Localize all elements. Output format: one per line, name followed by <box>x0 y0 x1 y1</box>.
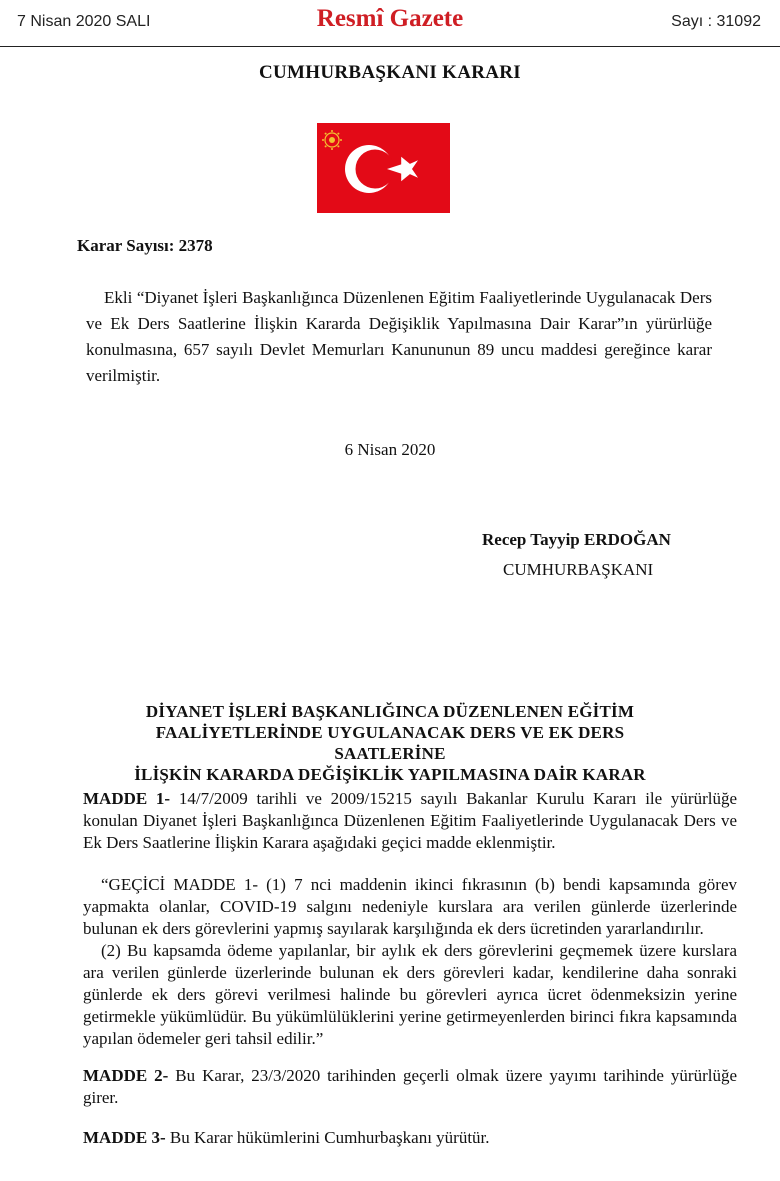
publication-date: 7 Nisan 2020 SALI <box>17 13 151 30</box>
article-2-text: Bu Karar, 23/3/2020 tarihinden geçerli olmak üzere yayımı tarihinde yürürlüğe girer. <box>83 1066 737 1107</box>
article-3 <box>83 1127 737 1149</box>
annex-title-line: FAALİYETLERİNDE UYGULANACAK DERS VE EK DERS SAATLERİNE <box>155 723 625 763</box>
article-2-label: MADDE 2- <box>83 1066 169 1085</box>
decision-date: 6 Nisan 2020 <box>344 440 436 459</box>
article-3-label: MADDE 3- <box>83 1128 166 1147</box>
intro-paragraph <box>86 285 712 389</box>
temporary-article-paragraph-2 <box>83 940 737 1050</box>
signatory-title: CUMHURBAŞKANI <box>503 560 654 579</box>
decision-number: Karar Sayısı: 2378 <box>77 236 213 255</box>
intro-text: Ekli “Diyanet İşleri Başkanlığınca Düzenlenen Eğitim Faaliyetlerinde Uygulanacak Ders ve Ek Ders Saatlerine İlişkin Kararda Değişiklik Yapılmasına Dair Karar”ın yürürlüğe konulmasına, 657 sayılı Devlet Memurları Kanununun 89 uncu maddesi gereğince karar verilmiştir. <box>86 288 712 385</box>
temporary-article-paragraph-1 <box>83 874 737 940</box>
annex-title-line: DİYANET İŞLERİ BAŞKANLIĞINCA DÜZENLENEN EĞİTİM <box>145 702 635 721</box>
temporary-article-text-1: “GEÇİCİ MADDE 1- (1) 7 nci maddenin ikinci fıkrasının (b) bendi kapsamında görev yapmakta olanlar, COVID-19 salgını nedeniyle kurslara ara verilen günlerde üzerlerinde bulunan ek ders görevlerini yapmış sayılarak karşılığında ek ders ücretinden yararlandırılır. <box>83 875 737 938</box>
article-1-text: 14/7/2009 tarihli ve 2009/15215 sayılı Bakanlar Kurulu Kararı ile yürürlüğe konulan Diyanet İşleri Başkanlığınca Düzenlenen Eğitim Faaliyetlerinde Uygulanacak Ders ve Ek Ders Saatlerine İlişkin Karara aşağıdaki geçici madde eklenmiştir. <box>83 789 737 852</box>
gazette-title: Resmî Gazete <box>316 5 464 32</box>
article-1-label: MADDE 1- <box>83 789 171 808</box>
presidential-seal-icon <box>322 130 342 150</box>
turkish-flag-icon <box>317 123 450 213</box>
annex-title-line: İLİŞKİN KARARDA DEĞİŞİKLİK YAPILMASINA DAİR KARAR <box>134 765 646 784</box>
gazette-header <box>0 0 780 47</box>
article-1 <box>83 788 737 854</box>
issue-number: Sayı : 31092 <box>671 13 761 30</box>
signatory-name: Recep Tayyip ERDOĞAN <box>482 530 671 549</box>
temporary-article-text-2: (2) Bu kapsamda ödeme yapılanlar, bir aylık ek ders görevlerini geçmemek üzere kurslara ara verilen günlerde üzerlerinde bulunan ek ders görevleri kadar, kendilerine daha sonraki günlerde ek ders görevi verilmesi halinde bu görevleri ayrıca ücret ödenmeksizin yerine getirmekle yükümlüdür. Bu yükümlülüklerini yerine getirmeyenlerden birinci fıkra kapsamında yapılan ödemeler geri tahsil edilir.” <box>83 941 737 1048</box>
annex-title <box>110 701 670 785</box>
document-type-heading: CUMHURBAŞKANI KARARI <box>259 62 521 83</box>
article-2 <box>83 1065 737 1109</box>
article-3-text: Bu Karar hükümlerini Cumhurbaşkanı yürütür. <box>169 1128 490 1147</box>
